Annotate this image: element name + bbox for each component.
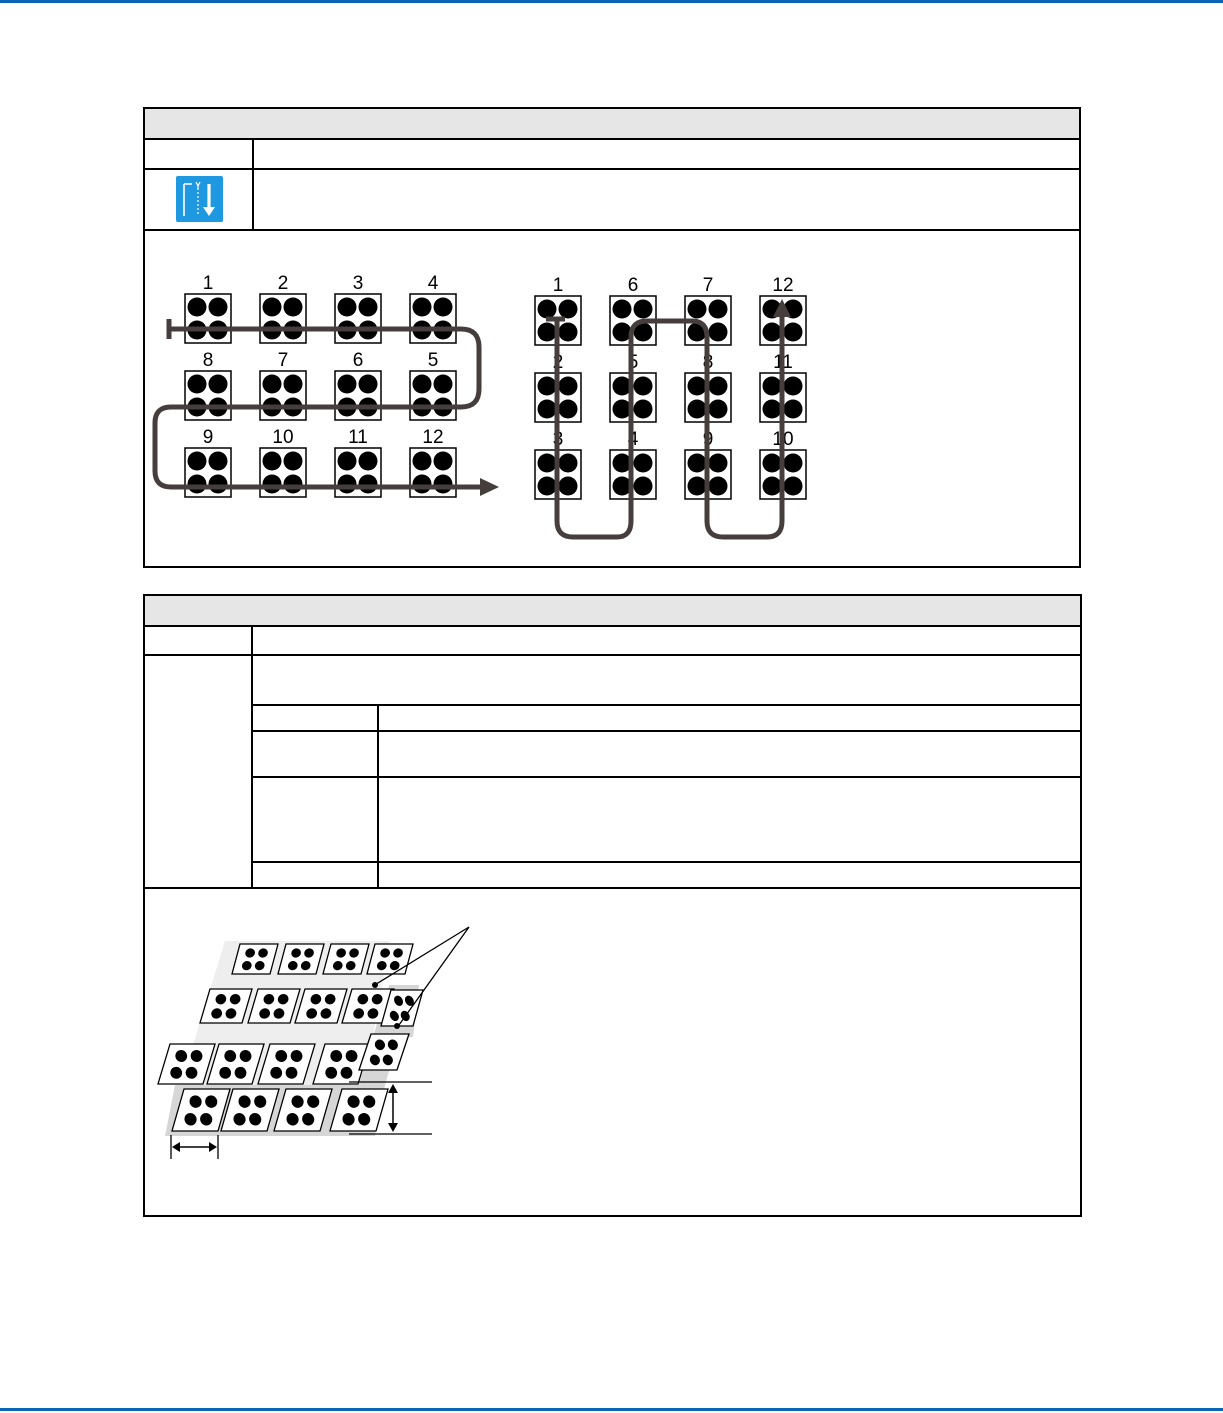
well-block — [278, 944, 324, 974]
well-number: 9 — [702, 429, 714, 450]
well-block — [260, 371, 306, 420]
scan-direction-table — [143, 107, 1081, 568]
table-header — [145, 109, 1079, 140]
well-number: 11 — [773, 352, 793, 373]
well-block — [410, 294, 456, 343]
pointer-dot — [394, 1023, 400, 1029]
well-block — [185, 448, 231, 497]
well-block — [260, 294, 306, 343]
well-number: 1 — [552, 275, 564, 296]
well-block — [335, 448, 381, 497]
well-number: 7 — [277, 350, 289, 371]
well-number: 3 — [352, 273, 364, 294]
well-number: 4 — [427, 273, 439, 294]
row-divider — [145, 654, 1080, 656]
well-block — [323, 944, 369, 974]
table-header — [145, 596, 1080, 627]
well-number: 4 — [627, 429, 639, 450]
scan-path-vertical — [546, 315, 782, 537]
well-block — [185, 294, 231, 343]
row-divider — [145, 168, 1079, 170]
column-divider — [252, 138, 254, 231]
well-block — [335, 294, 381, 343]
well-number: 6 — [627, 275, 639, 296]
bottom-rule — [0, 1408, 1223, 1411]
well-number: 5 — [627, 352, 639, 373]
well-block — [410, 371, 456, 420]
pitch-diagram — [145, 889, 1080, 1214]
well-number: 3 — [552, 429, 564, 450]
arrow-head — [209, 1142, 217, 1152]
well-number: 11 — [348, 427, 368, 448]
arrow-head — [480, 478, 499, 496]
well-block — [367, 944, 413, 974]
scan-direction-y-icon — [176, 176, 223, 222]
well-number: 2 — [552, 352, 564, 373]
well-number: 6 — [352, 350, 364, 371]
well-block — [260, 448, 306, 497]
well-number: 12 — [772, 275, 794, 296]
well-block — [185, 371, 231, 420]
column-divider — [251, 625, 253, 889]
well-number: 10 — [772, 429, 794, 450]
well-number: 9 — [202, 427, 214, 448]
well-number: 7 — [702, 275, 714, 296]
arrow-head — [388, 1123, 398, 1132]
well-number: 2 — [277, 273, 289, 294]
well-number: 5 — [427, 350, 439, 371]
top-rule — [0, 0, 1223, 3]
well-number: 10 — [272, 427, 294, 448]
well-block — [410, 448, 456, 497]
column-divider — [377, 704, 379, 889]
well-block — [232, 944, 278, 974]
well-number: 12 — [422, 427, 444, 448]
well-number: 8 — [202, 350, 214, 371]
scan-order-diagram — [145, 231, 1079, 566]
arrow-head — [388, 1084, 398, 1093]
well-number: 8 — [702, 352, 714, 373]
settings-table — [143, 594, 1082, 1217]
well-number: 1 — [202, 273, 214, 294]
well-block — [335, 371, 381, 420]
arrow-head — [172, 1142, 180, 1152]
pointer-dot — [372, 982, 378, 988]
